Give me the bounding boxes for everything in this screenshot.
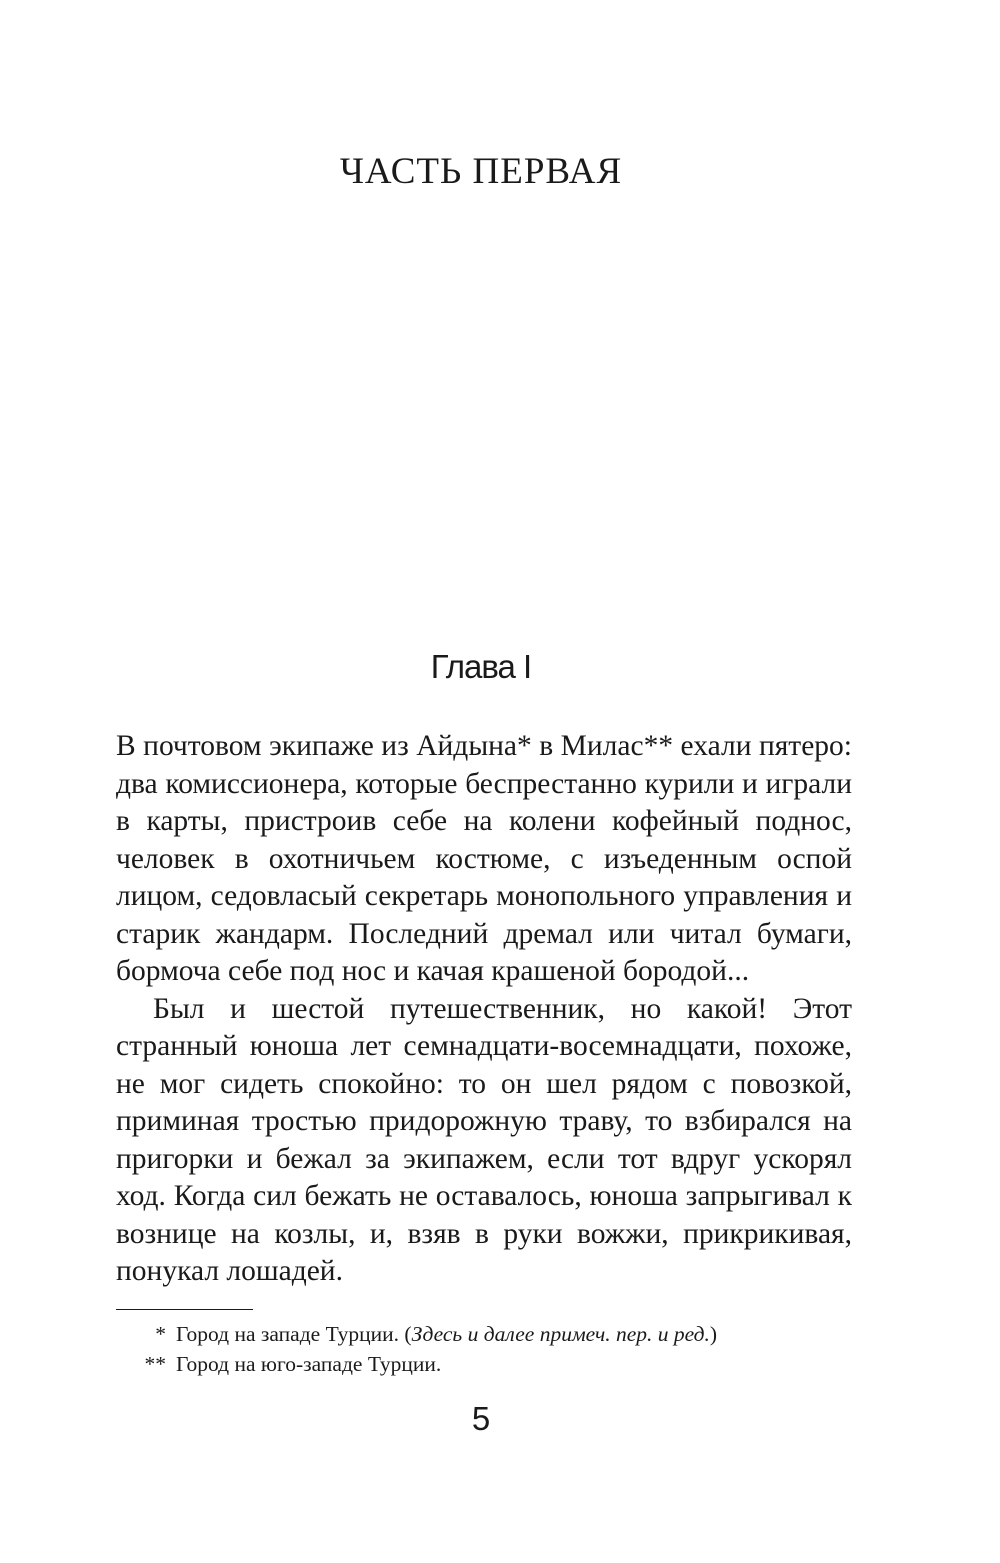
paragraph-2: Был и шестой путешественник, но какой! Этот странный юноша лет семнадцати-восемнадцати, похоже, не мог сидеть спокойно: то он шел рядом с повозкой, приминая тростью придорожную траву, то взбирался на пригорки и бежал за экипажем, если тот вдруг ускорял ход. Когда сил бежать не оставалось, юноша запрыгивал к вознице на козлы, и, взяв в руки вожжи, прикрикивая, понукал лошадей. [116, 992, 852, 1287]
body-text [116, 728, 852, 1291]
footnote-divider [116, 1309, 253, 1310]
footnote-italic-note: Здесь и далее примеч. пер. и ред. [411, 1322, 710, 1346]
part-title: ЧАСТЬ ПЕРВАЯ [339, 151, 623, 192]
footnote-text: Город на юго-западе Турции. [176, 1352, 442, 1376]
footnote-text: Город на западе Турции. (Здесь и далее примеч. пер. и ред.) [176, 1322, 718, 1346]
page-number: 5 [471, 1400, 491, 1437]
paragraph-1: В почтовом экипаже из Айдына* в Милас** ехали пятеро: два комиссионера, которые беспрестанно курили и играли в карты, пристроив себе на колени кофейный поднос, человек в охотничьем костюме, с изъеденным оспой лицом, седовласый секретарь монопольного управления и старик жандарм. Последний дремал или читал бумаги, бормоча себе под нос и качая крашеной бородой... [116, 730, 852, 987]
footnotes [116, 1319, 852, 1379]
footnote-mark: ** [144, 1352, 166, 1376]
footnote-1 [116, 1319, 852, 1349]
chapter-title: Глава I [430, 648, 532, 685]
footnote-2 [116, 1349, 852, 1379]
footnote-mark: * [155, 1322, 166, 1346]
